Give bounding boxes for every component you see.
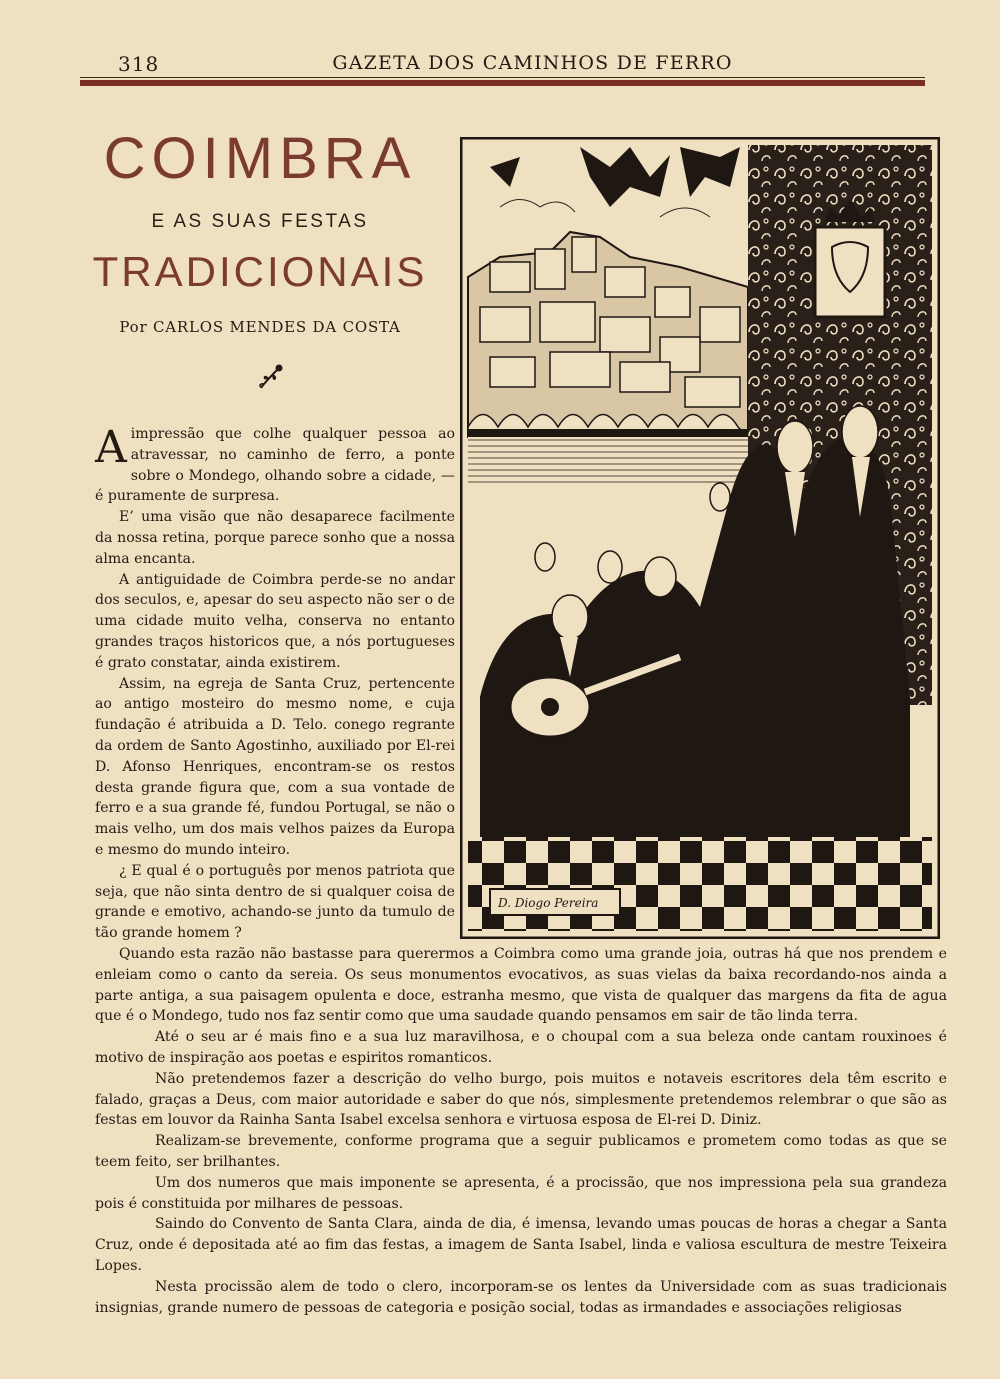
flower-ornament-icon — [255, 362, 285, 392]
paragraph: A antiguidade de Coimbra perde-se no andar dos seculos, e, apesar do seu aspecto não ser o de uma cidade muito velha, conserva no entanto grandes traços historicos que, a nós portugueses é grato constatar, ainda existirem. — [95, 571, 455, 671]
journal-title: GAZETA DOS CAMINHOS DE FERRO — [332, 52, 733, 74]
paragraph: E’ uma visão que não desaparece facilmente da nossa retina, porque parece sonho que a nossa alma encanta. — [95, 509, 455, 567]
page-number: 318 — [118, 52, 160, 76]
paragraph: Um dos numeros que mais imponente se apresenta, é a procissão, que nos impressiona pela sua grandeza pois é constituida por milhares de pessoas. — [95, 1174, 947, 1212]
paragraph: ¿ E qual é o português por menos patriota que seja, que não sinta dentro de si qualquer coisa de grande e emotivo, achando-se junto da tumulo de tão grande homem ? — [95, 862, 455, 942]
paragraph: Não pretendemos fazer a descrição do velho burgo, pois muitos e notaveis escritores dela têm escrito e falado, graças a Deus, com maior autoridade e saber do que nós, simplesmente pretendemos relembrar o que são as festas em louvor da Rainha Santa Isabel excelsa senhora e virtuosa esposa de El-rei D. Diniz. — [95, 1070, 947, 1129]
article-title: COIMBRA — [103, 126, 417, 191]
paragraph: Quando esta razão não bastasse para querermos a Coimbra como uma grande joia, outras há que nos prendem e enleiam como o canto da sereia. Os seus monumentos evocativos, as suas vielas da baixa recordando-nos ainda a parte antiga, a sua paisagem opulenta e doce, estranha mesmo, que vista de qualquer das margens da fita de agua que é o Mondego, tudo nos faz sentir como que uma saudade quando pensamos em sair de tão linda terra. — [95, 946, 947, 1025]
paragraph: Até o seu ar é mais fino e a sua luz maravilhosa, e o choupal com a sua beleza onde cantam rouxinoes é motivo de inspiração aos poetas e espiritos romanticos. — [95, 1029, 947, 1066]
paragraph: Aimpressão que colhe qualquer pessoa ao atravessar, no caminho de ferro, a ponte sobre o Mondego, olhando sobre a cidade, — é puramente de surpresa. — [95, 422, 455, 505]
article-title-second-line: TRADICIONAIS — [92, 248, 428, 295]
header-rule-thin — [80, 77, 925, 78]
paragraph: Nesta procissão alem de todo o clero, incorporam-se os lentes da Universidade com as suas tradicionais insignias, grande numero de pessoas de categoria e posição social, todas as irmandades e associações religiosas — [95, 1278, 947, 1316]
byline: Por CARLOS MENDES DA COSTA — [119, 318, 401, 336]
running-header — [80, 50, 925, 90]
paragraph: Assim, na egreja de Santa Cruz, pertencente ao antigo mosteiro do mesmo nome, e cuja fundação é atribuida a D. Telo. conego regrante da ordem de Santo Agostinho, auxiliado por El-rei D. Afonso Henriques, encontram-se os restos desta grande figura que, com a sua vontade de ferro e a sua grande fé, fundou Portugal, se não o mais velho, um dos mais velhos paizes da Europa e mesmo do mundo inteiro. — [95, 675, 455, 858]
drop-cap: A — [95, 422, 127, 473]
illustration-signature: D. Diogo Pereira — [498, 896, 599, 910]
article-full-width-text — [95, 944, 947, 1318]
header-rule-thick — [80, 80, 925, 86]
article-column-text — [95, 424, 455, 944]
paragraph: Saindo do Convento de Santa Clara, ainda de dia, é imensa, levando umas poucas de horas a chegar a Santa Cruz, onde é depositada até ao fim das festas, a imagem de Santa Isabel, linda e valiosa escultura de mestre Teixeira Lopes. — [95, 1216, 947, 1274]
woodcut-illustration — [460, 137, 940, 939]
article-subtitle: E AS SUAS FESTAS — [151, 211, 369, 232]
paragraph: Realizam-se brevemente, conforme programa que a seguir publicamos e prometem como todas as que se teem feito, ser brilhantes. — [95, 1133, 947, 1170]
